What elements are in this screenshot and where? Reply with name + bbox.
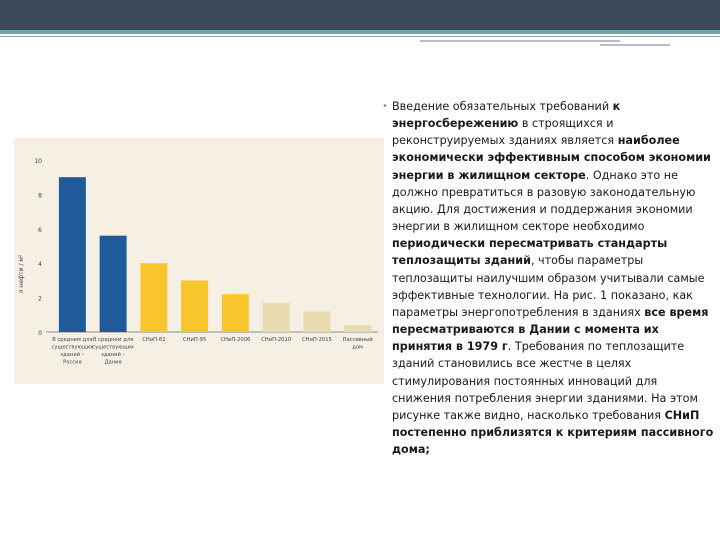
text-run: . Однако это не должно превратиться в разовую законодательную акцию. Для достижения и поддержания экономии энергии в жилищном секторе необходимо	[392, 168, 696, 234]
chart-panel	[14, 138, 384, 384]
bullet-icon: •	[382, 101, 388, 112]
bar	[344, 325, 371, 332]
x-tick-label: В среднем для	[52, 337, 93, 343]
x-tick-label: СНиП-82	[142, 337, 166, 343]
y-tick-label: 2	[38, 295, 42, 303]
bar	[140, 263, 167, 332]
decorative-line	[420, 40, 620, 42]
y-axis-label: л нефти / м²	[18, 254, 25, 294]
bold-text-run: к энергосбережению	[392, 100, 621, 131]
bold-text-run: все время пересматриваются в Дании с момента их принятия в 1979 г	[392, 305, 709, 354]
x-tick-label: Россия	[63, 359, 82, 366]
text-run: Введение обязательных требований	[392, 100, 613, 113]
y-tick-label: 10	[34, 158, 42, 165]
x-tick-label: СНиП-2010	[261, 337, 292, 343]
bar	[59, 177, 86, 332]
x-tick-label: существующих	[51, 344, 94, 351]
x-tick-label: СНиП-2015	[301, 337, 332, 343]
x-tick-label: Дания	[104, 359, 122, 366]
bar	[100, 236, 127, 332]
slide-text	[384, 98, 714, 458]
x-tick-label: зданий –	[60, 352, 85, 358]
y-tick-label: 6	[38, 226, 42, 234]
x-tick-label: зданий –	[101, 352, 126, 358]
bold-text-run: периодически пересматривать стандарты теплозащиты зданий	[392, 237, 668, 268]
header-band	[0, 0, 720, 30]
x-tick-label: существующих	[92, 344, 134, 351]
y-tick-label: 8	[38, 192, 42, 200]
body-paragraph	[392, 98, 714, 458]
bar	[181, 280, 208, 332]
x-tick-label: СНиП-95	[182, 337, 207, 343]
text-run: . Требования по теплозащите зданий становились все жестче в целях стимулирования постоянных инноваций для снижения потребления энергии зданиями. На этом рисунке также видно, насколько требования	[392, 340, 698, 422]
bar	[263, 303, 290, 332]
x-tick-label: СНиП-2006	[220, 337, 251, 343]
text-run: в строящихся и реконструируемых зданиях является	[392, 117, 618, 148]
x-tick-label: В среднем для	[92, 337, 134, 343]
text-run: , чтобы параметры теплозащиты наилучшим образом учитывали самые эффективные технологии. На рис. 1 показано, как параметры энергопотребления в зданиях	[392, 254, 705, 319]
decorative-line	[600, 44, 670, 46]
y-tick-label: 0	[38, 330, 42, 337]
bar	[303, 311, 330, 332]
accent-line	[0, 30, 720, 34]
x-tick-label: дом	[352, 344, 363, 351]
divider-line	[0, 36, 720, 37]
y-tick-label: 4	[38, 261, 42, 269]
x-tick-label: Пассивный	[342, 337, 373, 343]
bar-chart	[14, 138, 384, 384]
bold-text-run: СНиП постепенно приблизятся к критериям пассивного дома;	[392, 408, 714, 457]
bar	[222, 294, 249, 332]
bold-text-run: наиболее экономически эффективным способом экономии энергии в жилищном секторе	[392, 134, 711, 182]
